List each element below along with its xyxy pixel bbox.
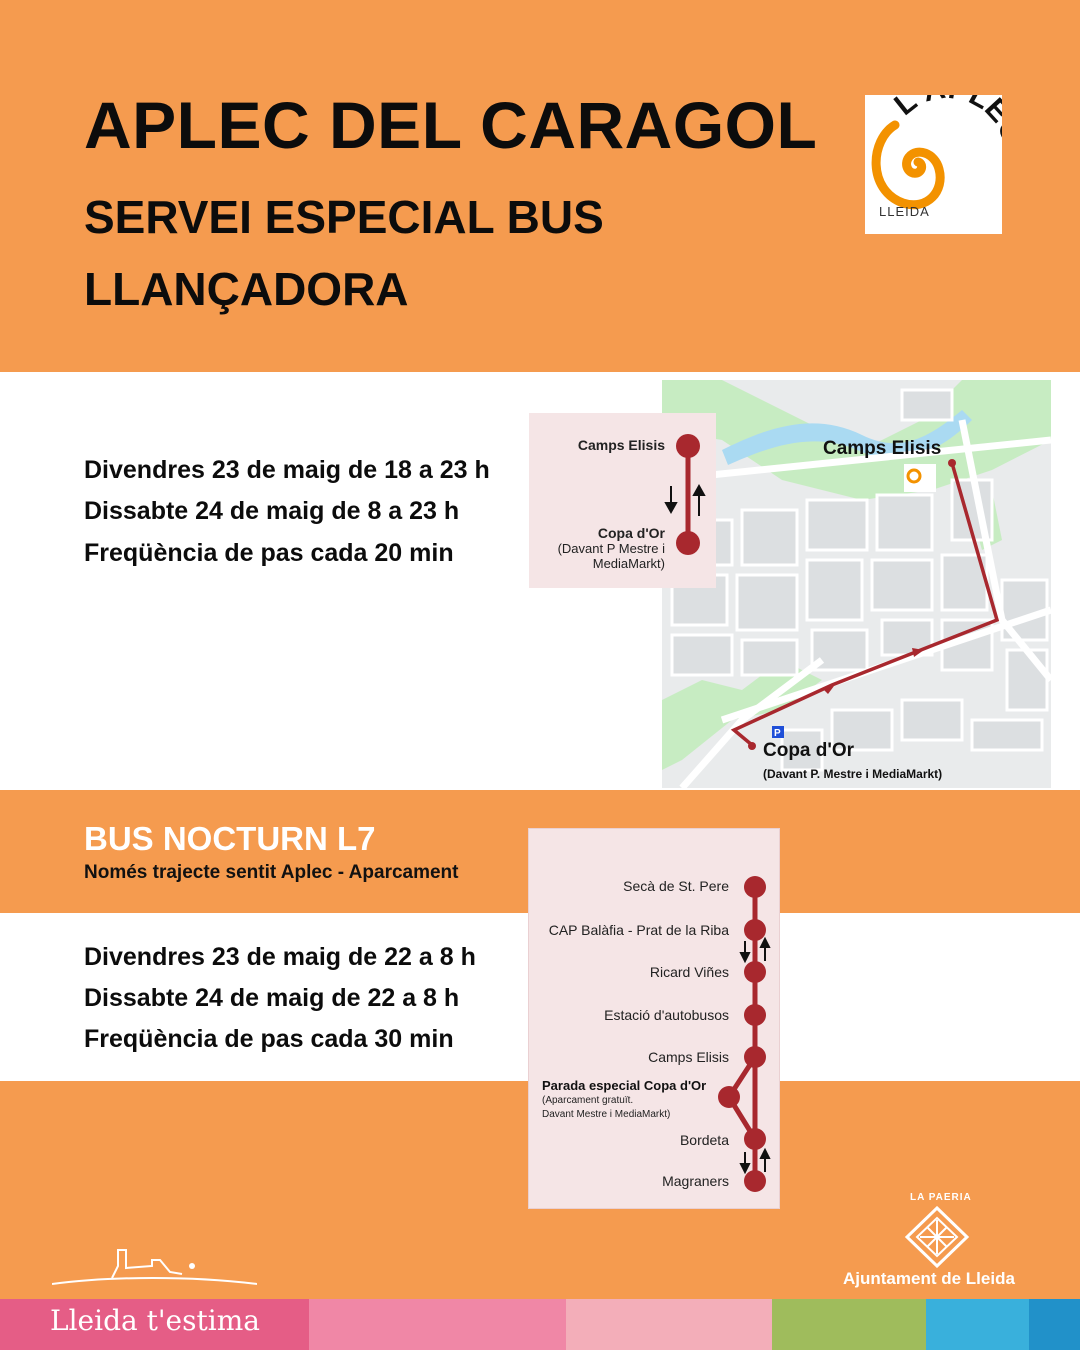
night-stop: Ricard Viñes	[649, 964, 729, 980]
shuttle-schedule-friday: Divendres 23 de maig de 18 a 23 h	[84, 456, 490, 484]
night-stop: Magraners	[662, 1173, 729, 1189]
la-paeria-emblem-icon	[904, 1206, 970, 1268]
stripe-segment	[1029, 1299, 1080, 1350]
svg-text:L'APLEC	[888, 95, 1002, 147]
shuttle-schedule-saturday: Dissabte 24 de maig de 8 a 23 h	[84, 497, 460, 525]
stripe-segment	[926, 1299, 1029, 1350]
night-special-stop-note1: (Aparcament gratuït.	[542, 1095, 634, 1106]
institution-small: LA PAERIA	[910, 1192, 972, 1203]
night-bus-subtitle: Només trajecte sentit Aplec - Aparcament	[84, 862, 459, 883]
diagram-stop-copa-dor-note1: (Davant P Mestre i	[557, 541, 665, 556]
night-stop: Bordeta	[679, 1132, 729, 1148]
map-label-camps-elisis: Camps Elisis	[823, 438, 942, 459]
night-special-stop-note2: Davant Mestre i MediaMarkt)	[542, 1109, 671, 1120]
institution-name: Ajuntament de Lleida	[843, 1269, 1015, 1288]
night-schedule-saturday: Dissabte 24 de maig de 22 a 8 h	[84, 984, 460, 1012]
brand-lleida-testima: Lleida t'estima	[50, 1304, 260, 1337]
direction-arrows-icon	[666, 486, 704, 516]
night-schedule-friday: Divendres 23 de maig de 22 a 8 h	[84, 943, 476, 971]
night-stop: Secà de St. Pere	[623, 878, 729, 894]
snail-shell-icon	[876, 125, 940, 205]
night-stop: CAP Balàfia - Prat de la Riba	[548, 922, 729, 938]
shuttle-schedule-frequency: Freqüència de pas cada 20 min	[84, 539, 454, 567]
night-special-stop: Parada especial Copa d'Or	[542, 1078, 707, 1093]
diagram-stop-copa-dor: Copa d'Or	[597, 525, 665, 541]
logo-city: LLEIDA	[879, 204, 930, 219]
route-map	[662, 380, 1051, 788]
map-label-copa-dor: Copa d'Or	[763, 740, 855, 761]
page-title: APLEC DEL CARAGOL	[84, 88, 818, 162]
night-stop: Estació d'autobusos	[604, 1007, 729, 1023]
stripe-segment	[566, 1299, 772, 1350]
night-route-diagram	[528, 828, 780, 1209]
shuttle-diagram	[529, 413, 716, 588]
aplec-logo	[865, 95, 1002, 234]
page-subtitle-line1: SERVEI ESPECIAL BUS	[84, 191, 604, 243]
night-bus-title: BUS NOCTURN L7	[84, 820, 376, 857]
stripe-segment	[772, 1299, 926, 1350]
logo-arc-text: L' L	[888, 95, 996, 122]
night-stop: Camps Elisis	[648, 1049, 729, 1065]
stripe-segment	[309, 1299, 566, 1350]
parking-symbol: P	[774, 728, 781, 739]
map-label-copa-dor-note: (Davant P. Mestre i MediaMarkt)	[763, 767, 943, 781]
diagram-stop-camps-elisis: Camps Elisis	[577, 437, 665, 453]
page-subtitle-line2: LLANÇADORA	[84, 263, 409, 315]
diagram-stop-copa-dor-note2: MediaMarkt)	[592, 556, 665, 571]
night-schedule-frequency: Freqüència de pas cada 30 min	[84, 1025, 454, 1053]
lleida-skyline-icon	[52, 1244, 257, 1286]
